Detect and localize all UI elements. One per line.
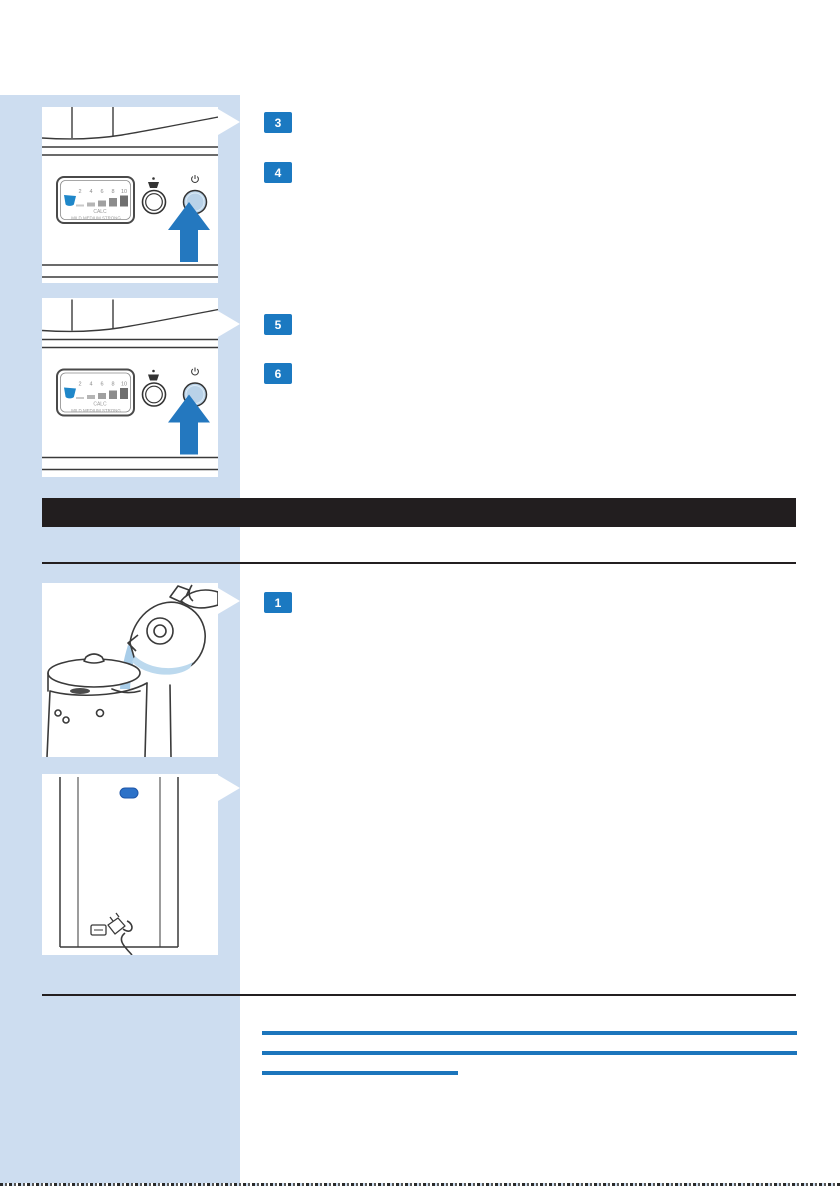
callout-pointer xyxy=(218,109,240,135)
svg-text:2: 2 xyxy=(78,381,82,388)
strength-display xyxy=(57,177,134,223)
hyperlink-underline[interactable] xyxy=(262,1051,797,1055)
hyperlink-underline[interactable] xyxy=(262,1031,797,1035)
strength-display xyxy=(57,370,134,416)
indicator-oval xyxy=(120,788,138,798)
step-badge: 1 xyxy=(264,592,292,613)
svg-text:8: 8 xyxy=(111,381,115,388)
calc-label: CALC xyxy=(93,209,107,215)
step-badge: 4 xyxy=(264,162,292,183)
callout-pointer xyxy=(218,588,240,614)
callout-pointer xyxy=(218,311,240,337)
illustration-control-panel-2 xyxy=(42,298,218,477)
svg-text:4: 4 xyxy=(89,189,93,195)
horizontal-rule xyxy=(42,562,796,564)
coffee-drip-icon xyxy=(148,370,159,381)
section-heading-bar xyxy=(42,498,796,527)
calc-label: CALC xyxy=(93,401,107,408)
horizontal-rule xyxy=(42,994,796,996)
svg-text:2: 2 xyxy=(78,189,82,195)
illustration-rear-view xyxy=(42,774,218,955)
strength-label: MILD MEDIUM STRONG xyxy=(71,215,121,221)
brew-button xyxy=(143,383,166,406)
brew-button xyxy=(143,191,166,214)
hyperlink-underline[interactable] xyxy=(262,1071,458,1075)
svg-text:4: 4 xyxy=(89,381,93,388)
svg-text:10: 10 xyxy=(120,189,128,195)
callout-pointer xyxy=(218,775,240,801)
power-icon xyxy=(192,368,199,375)
step-badge: 6 xyxy=(264,363,292,384)
svg-text:6: 6 xyxy=(100,189,104,195)
svg-text:6: 6 xyxy=(100,381,104,388)
illustration-control-panel-1 xyxy=(42,107,218,283)
power-icon xyxy=(192,175,199,182)
page-edge-mark xyxy=(0,1183,840,1186)
step-badge: 3 xyxy=(264,112,292,133)
coffee-drip-icon xyxy=(148,177,159,188)
svg-text:8: 8 xyxy=(111,189,115,195)
strength-label: MILD MEDIUM STRONG xyxy=(71,408,121,413)
arrow-up-indicator xyxy=(168,202,210,262)
step-badge: 5 xyxy=(264,314,292,335)
illustration-pour-water xyxy=(42,583,218,757)
arrow-up-indicator xyxy=(168,395,210,455)
mains-cord xyxy=(91,913,132,955)
svg-text:10: 10 xyxy=(120,381,128,388)
